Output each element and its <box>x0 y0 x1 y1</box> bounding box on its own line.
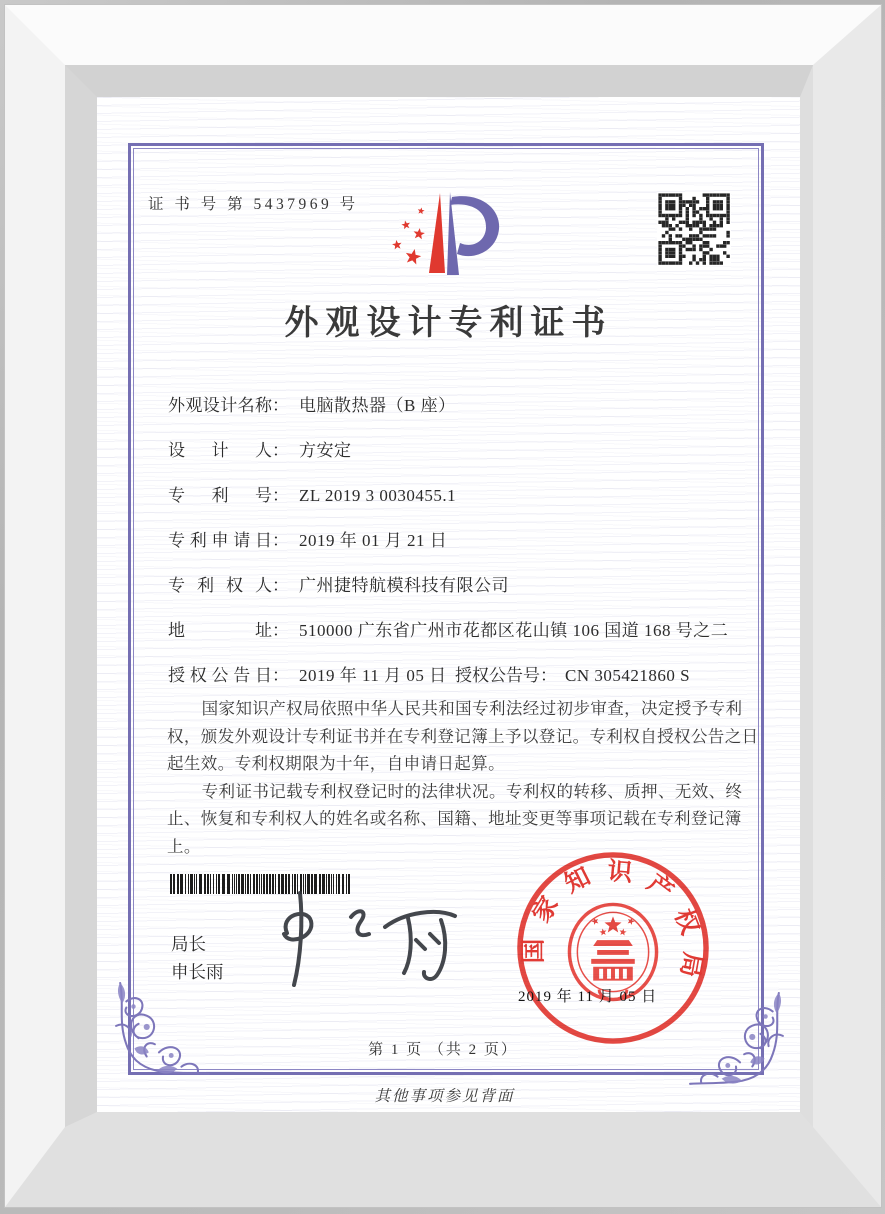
field-colon: ： <box>272 486 289 505</box>
field-label: 设计人 <box>168 441 272 460</box>
field-label: 授权公告号 <box>455 666 540 685</box>
field-row-design-name <box>168 391 768 436</box>
field-label: 外观设计名称 <box>168 396 272 415</box>
field-value: CN 305421860 S <box>565 666 691 685</box>
signer-title: 局长 <box>171 934 206 954</box>
field-colon: ： <box>540 666 557 685</box>
field-colon: ： <box>272 621 289 640</box>
field-value: 2019 年 01 月 21 日 <box>299 531 448 550</box>
cnipa-logo-icon <box>374 183 534 289</box>
field-list <box>168 391 768 706</box>
field-row-filing-date <box>168 526 768 571</box>
field-label: 专利号 <box>168 486 272 505</box>
svg-text:识: 识 <box>606 857 634 888</box>
field-value: 510000 广东省广州市花都区花山镇 106 国道 168 号之二 <box>299 621 729 640</box>
legal-text <box>167 695 765 860</box>
frame-mat <box>65 65 813 1127</box>
certificate-number: 证 书 号 第 5437969 号 <box>148 196 359 213</box>
field-row-address <box>168 616 768 661</box>
field-label: 专利权人 <box>168 576 272 595</box>
official-seal <box>514 849 712 1047</box>
legal-paragraph-2: 专利证书记载专利权登记时的法律状况。专利权的转移、质押、无效、终止、恢复和专利权人的姓名或名称、国籍、地址变更等事项记载在专利登记簿上。 <box>167 781 743 856</box>
field-label: 专利申请日 <box>168 531 272 550</box>
signature-icon <box>257 887 472 992</box>
svg-text:知: 知 <box>560 862 595 899</box>
qr-code <box>657 192 731 266</box>
field-value: 电脑散热器（B 座） <box>299 396 456 415</box>
signer-name: 申长雨 <box>171 962 224 982</box>
lace-flourish-bottom-left-icon <box>110 981 212 1083</box>
certificate-title: 外观设计专利证书 <box>284 305 613 342</box>
field-label: 地址 <box>168 621 272 640</box>
field-row-patentee <box>168 571 768 616</box>
field-value: 广州捷特航模科技有限公司 <box>299 576 509 595</box>
back-note: 其他事项参见背面 <box>374 1088 515 1105</box>
field-row-patent-no <box>168 481 768 526</box>
field-row-designer <box>168 436 768 481</box>
field-colon: ： <box>272 576 289 595</box>
field-value: 2019 年 11 月 05 日 <box>299 666 447 685</box>
seal-date: 2019 年 11 月 05 日 <box>518 989 658 1005</box>
field-label: 授权公告日 <box>168 666 272 685</box>
svg-text:权: 权 <box>669 905 704 939</box>
field-colon: ： <box>272 396 289 415</box>
field-colon: ： <box>272 531 289 550</box>
field-colon: ： <box>272 666 289 685</box>
page-number: 第 1 页 （共 2 页） <box>368 1042 518 1058</box>
field-value: 方安定 <box>299 441 352 460</box>
legal-paragraph-1: 国家知识产权局依照中华人民共和国专利法经过初步审查，决定授予专利权，颁发外观设计专利证书并在专利登记簿上予以登记。专利权自授权公告之日起生效。专利权期限为十年，自申请日起算。 <box>167 699 759 773</box>
svg-text:家: 家 <box>527 891 564 928</box>
svg-text:国: 国 <box>520 938 548 964</box>
signer-block <box>171 930 224 986</box>
svg-text:产: 产 <box>642 869 679 906</box>
certificate-paper <box>97 97 800 1112</box>
field-colon: ： <box>272 441 289 460</box>
field-grant-number <box>455 661 690 686</box>
svg-text:局: 局 <box>675 950 707 980</box>
field-value: ZL 2019 3 0030455.1 <box>299 486 457 505</box>
